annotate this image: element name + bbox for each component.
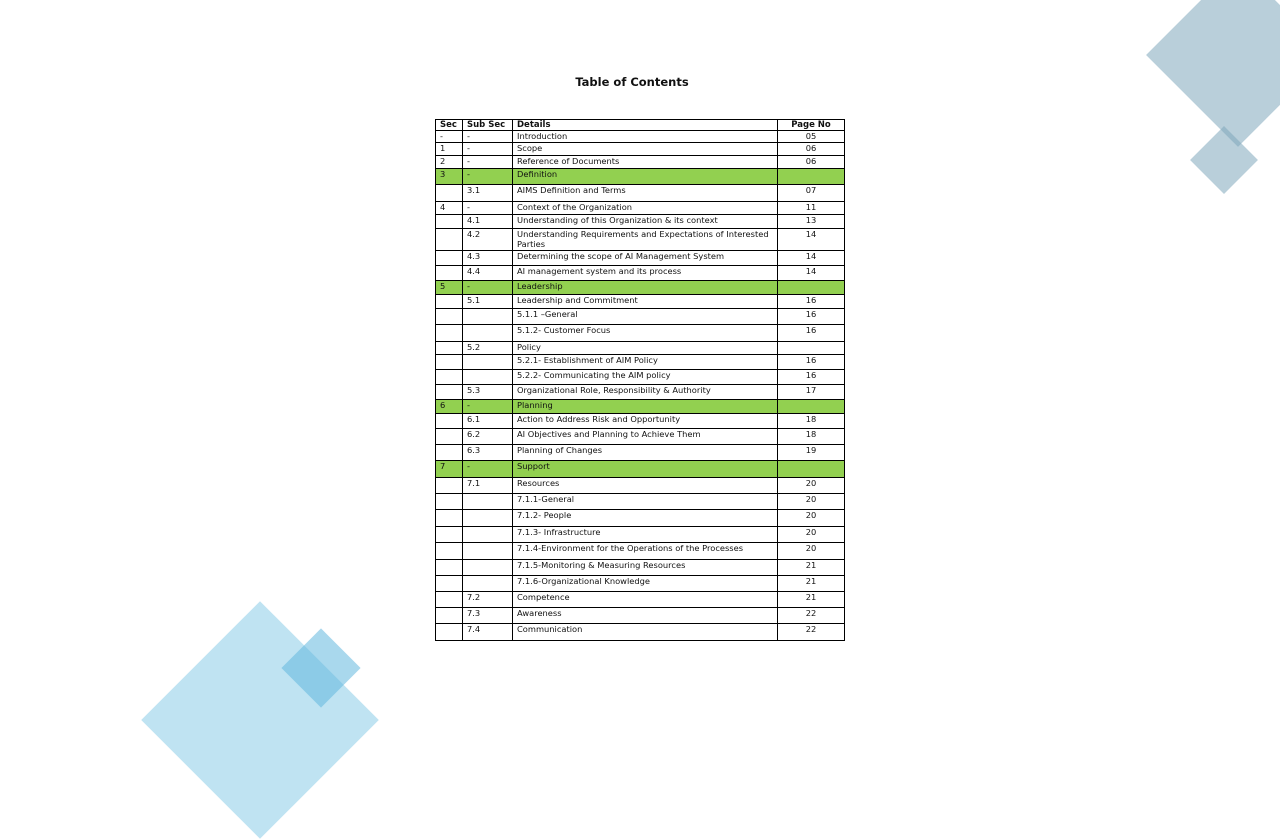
cell-page-no: 22: [778, 608, 845, 624]
cell-sec: 4: [436, 202, 463, 215]
table-row[interactable]: [436, 143, 845, 156]
cell-page-no: 06: [778, 143, 845, 156]
cell-sub-sec: [463, 543, 513, 560]
cell-details: Scope: [513, 143, 778, 156]
cell-sub-sec: [463, 325, 513, 342]
table-row[interactable]: [436, 215, 845, 229]
cell-details: Reference of Documents: [513, 156, 778, 169]
cell-sec: 6: [436, 400, 463, 414]
table-row[interactable]: [436, 325, 845, 342]
cell-page-no: 21: [778, 592, 845, 608]
cell-sec: [436, 478, 463, 494]
table-row[interactable]: [436, 385, 845, 400]
section-row[interactable]: [436, 400, 845, 414]
cell-page-no: 14: [778, 266, 845, 281]
table-row[interactable]: [436, 478, 845, 494]
table-row[interactable]: [436, 608, 845, 624]
cell-sub-sec: 7.1: [463, 478, 513, 494]
cell-details: AIMS Definition and Terms: [513, 185, 778, 202]
cell-sec: [436, 251, 463, 266]
cell-sub-sec: [463, 370, 513, 385]
cell-sub-sec: [463, 355, 513, 370]
cell-details: 5.2.2- Communicating the AIM policy: [513, 370, 778, 385]
cell-page-no: 22: [778, 624, 845, 641]
table-row[interactable]: [436, 229, 845, 251]
cell-sub-sec: 5.1: [463, 295, 513, 309]
cell-sub-sec: 7.4: [463, 624, 513, 641]
cell-sub-sec: [463, 560, 513, 576]
cell-sec: [436, 543, 463, 560]
cell-sec: [436, 510, 463, 527]
table-row[interactable]: [436, 445, 845, 461]
cell-details: 5.1.2- Customer Focus: [513, 325, 778, 342]
cell-details: 7.1.6-Organizational Knowledge: [513, 576, 778, 592]
table-row[interactable]: [436, 429, 845, 445]
cell-page-no: 06: [778, 156, 845, 169]
table-row[interactable]: [436, 543, 845, 560]
cell-page-no: 07: [778, 185, 845, 202]
cell-page-no: 16: [778, 355, 845, 370]
cell-sec: 3: [436, 169, 463, 185]
cell-page-no: 14: [778, 229, 845, 251]
cell-details: Definition: [513, 169, 778, 185]
cell-details: 7.1.1-General: [513, 494, 778, 510]
cell-page-no: [778, 281, 845, 295]
cell-details: AI management system and its process: [513, 266, 778, 281]
cell-sub-sec: 6.2: [463, 429, 513, 445]
table-row[interactable]: [436, 156, 845, 169]
cell-page-no: 20: [778, 510, 845, 527]
cell-sec: [436, 355, 463, 370]
toc-body: [436, 131, 845, 641]
cell-details: Organizational Role, Responsibility & Authority: [513, 385, 778, 400]
header-page-no: Page No: [778, 120, 845, 131]
cell-sec: [436, 576, 463, 592]
cell-details: Understanding of this Organization & its context: [513, 215, 778, 229]
cell-sec: [436, 309, 463, 325]
cell-sub-sec: 4.3: [463, 251, 513, 266]
cell-page-no: 16: [778, 309, 845, 325]
cell-sub-sec: 5.2: [463, 342, 513, 355]
cell-page-no: 18: [778, 414, 845, 429]
cell-details: Leadership: [513, 281, 778, 295]
cell-sub-sec: -: [463, 156, 513, 169]
cell-sec: [436, 624, 463, 641]
cell-details: Planning of Changes: [513, 445, 778, 461]
cell-sec: [436, 325, 463, 342]
cell-page-no: 17: [778, 385, 845, 400]
cell-sub-sec: 6.1: [463, 414, 513, 429]
table-row[interactable]: [436, 266, 845, 281]
decorative-diamond-top-right: [1146, 0, 1280, 147]
cell-details: Support: [513, 461, 778, 478]
cell-page-no: 20: [778, 543, 845, 560]
cell-sub-sec: -: [463, 281, 513, 295]
section-row[interactable]: [436, 281, 845, 295]
cell-page-no: 19: [778, 445, 845, 461]
cell-page-no: 16: [778, 295, 845, 309]
cell-details: Understanding Requirements and Expectations of Interested Parties: [513, 229, 778, 251]
cell-sec: [436, 414, 463, 429]
page-title: Table of Contents: [575, 75, 689, 89]
table-row[interactable]: [436, 309, 845, 325]
cell-page-no: 21: [778, 576, 845, 592]
cell-details: 7.1.2- People: [513, 510, 778, 527]
table-row[interactable]: [436, 560, 845, 576]
decorative-diamond-bottom-left: [141, 601, 379, 839]
cell-page-no: 13: [778, 215, 845, 229]
cell-details: Leadership and Commitment: [513, 295, 778, 309]
cell-page-no: 18: [778, 429, 845, 445]
table-row[interactable]: [436, 202, 845, 215]
cell-page-no: 16: [778, 325, 845, 342]
cell-sec: -: [436, 131, 463, 143]
cell-page-no: 20: [778, 478, 845, 494]
cell-sub-sec: 4.2: [463, 229, 513, 251]
cell-page-no: 20: [778, 494, 845, 510]
cell-page-no: 21: [778, 560, 845, 576]
cell-details: Determining the scope of AI Management System: [513, 251, 778, 266]
cell-details: 5.2.1- Establishment of AIM Policy: [513, 355, 778, 370]
cell-sub-sec: 4.4: [463, 266, 513, 281]
cell-sec: [436, 295, 463, 309]
section-row[interactable]: [436, 461, 845, 478]
cell-details: Introduction: [513, 131, 778, 143]
cell-sub-sec: 3.1: [463, 185, 513, 202]
table-row[interactable]: [436, 592, 845, 608]
cell-sec: [436, 429, 463, 445]
cell-page-no: [778, 169, 845, 185]
cell-details: Policy: [513, 342, 778, 355]
cell-sec: [436, 560, 463, 576]
cell-details: Planning: [513, 400, 778, 414]
cell-details: 5.1.1 –General: [513, 309, 778, 325]
cell-sec: [436, 494, 463, 510]
cell-sub-sec: -: [463, 169, 513, 185]
cell-page-no: [778, 461, 845, 478]
cell-sub-sec: [463, 309, 513, 325]
cell-sec: [436, 370, 463, 385]
cell-details: AI Objectives and Planning to Achieve Them: [513, 429, 778, 445]
header-details: Details: [513, 120, 778, 131]
cell-sec: [436, 229, 463, 251]
table-row[interactable]: [436, 251, 845, 266]
cell-page-no: 16: [778, 370, 845, 385]
cell-sec: [436, 445, 463, 461]
cell-sub-sec: 4.1: [463, 215, 513, 229]
cell-sec: [436, 266, 463, 281]
cell-page-no: 14: [778, 251, 845, 266]
cell-sec: [436, 592, 463, 608]
cell-details: Action to Address Risk and Opportunity: [513, 414, 778, 429]
table-row[interactable]: [436, 576, 845, 592]
table-row[interactable]: [436, 370, 845, 385]
table-row[interactable]: [436, 131, 845, 143]
cell-sec: 2: [436, 156, 463, 169]
table-row[interactable]: [436, 510, 845, 527]
cell-sub-sec: [463, 527, 513, 543]
cell-sub-sec: 7.3: [463, 608, 513, 624]
cell-sec: [436, 608, 463, 624]
cell-sub-sec: 5.3: [463, 385, 513, 400]
cell-page-no: [778, 400, 845, 414]
cell-sec: [436, 527, 463, 543]
table-row[interactable]: [436, 295, 845, 309]
cell-sub-sec: [463, 510, 513, 527]
cell-details: Awareness: [513, 608, 778, 624]
cell-page-no: 11: [778, 202, 845, 215]
cell-details: Context of the Organization: [513, 202, 778, 215]
cell-sub-sec: -: [463, 143, 513, 156]
cell-sub-sec: -: [463, 202, 513, 215]
cell-sub-sec: 7.2: [463, 592, 513, 608]
section-row[interactable]: [436, 169, 845, 185]
cell-sub-sec: -: [463, 131, 513, 143]
cell-page-no: [778, 342, 845, 355]
table-row[interactable]: [436, 527, 845, 543]
toc-table: [435, 119, 845, 641]
table-header-row: [436, 120, 845, 131]
cell-details: 7.1.5-Monitoring & Measuring Resources: [513, 560, 778, 576]
cell-details: Resources: [513, 478, 778, 494]
table-row[interactable]: [436, 624, 845, 641]
cell-sec: 5: [436, 281, 463, 295]
cell-page-no: 20: [778, 527, 845, 543]
cell-sub-sec: -: [463, 461, 513, 478]
header-sub-sec: Sub Sec: [463, 120, 513, 131]
cell-sub-sec: 6.3: [463, 445, 513, 461]
table-row[interactable]: [436, 414, 845, 429]
header-sec: Sec: [436, 120, 463, 131]
cell-sec: [436, 215, 463, 229]
cell-sec: [436, 385, 463, 400]
cell-details: Competence: [513, 592, 778, 608]
cell-details: 7.1.3- Infrastructure: [513, 527, 778, 543]
cell-details: 7.1.4-Environment for the Operations of the Processes: [513, 543, 778, 560]
table-row[interactable]: [436, 355, 845, 370]
cell-sec: [436, 342, 463, 355]
cell-sec: 7: [436, 461, 463, 478]
table-row[interactable]: [436, 494, 845, 510]
cell-sub-sec: [463, 576, 513, 592]
cell-sub-sec: -: [463, 400, 513, 414]
cell-sub-sec: [463, 494, 513, 510]
cell-sec: 1: [436, 143, 463, 156]
table-row[interactable]: [436, 185, 845, 202]
cell-sec: [436, 185, 463, 202]
cell-page-no: 05: [778, 131, 845, 143]
cell-details: Communication: [513, 624, 778, 641]
table-row[interactable]: [436, 342, 845, 355]
